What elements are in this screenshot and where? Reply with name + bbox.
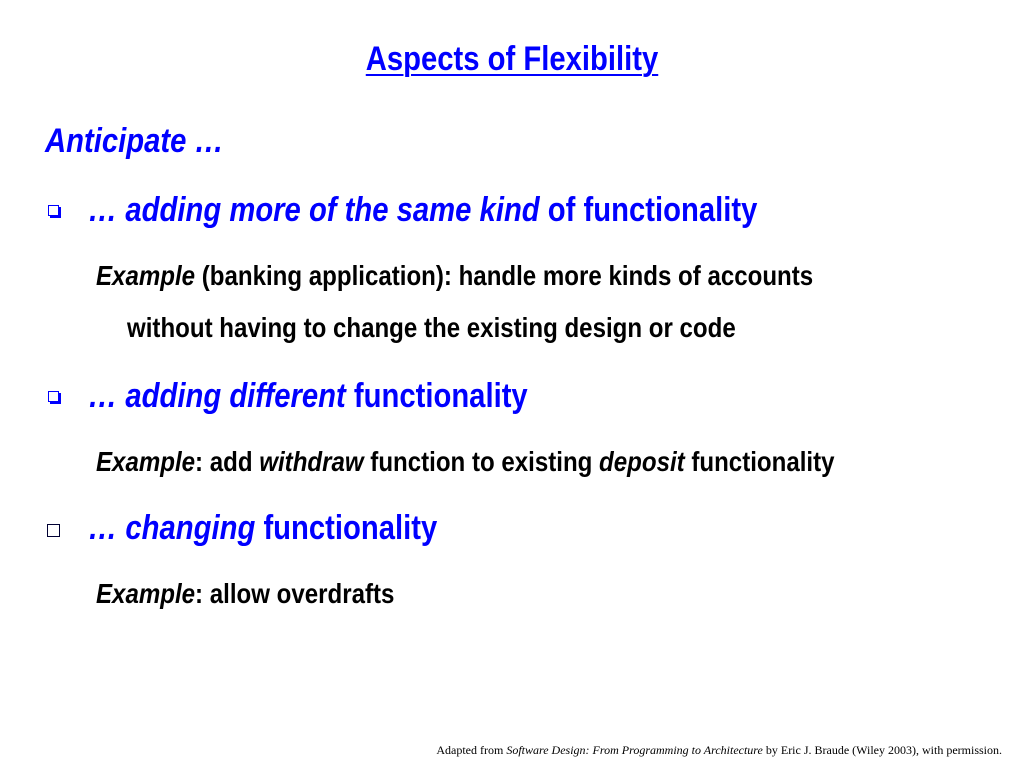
example-emphasis-withdraw: withdraw <box>259 446 364 477</box>
bullet-3-lead: changing <box>125 509 256 547</box>
bullet-1-lead: … adding more of the same kind <box>88 191 540 229</box>
example-text-part: function to existing <box>363 446 600 477</box>
bullet-2-rest: functionality <box>345 377 528 415</box>
bullet-3-ellipsis: … <box>88 509 118 547</box>
example-text: (banking application): handle more kinds of accounts <box>195 260 814 291</box>
bullet-3-text <box>88 509 437 548</box>
footer-prefix: Adapted from <box>436 743 507 757</box>
example-label: Example <box>96 260 196 291</box>
example-text-part: : add <box>195 446 260 477</box>
bullet-3-example <box>96 578 394 610</box>
bullet-3-rest: functionality <box>255 509 438 547</box>
bullet-2-lead: … adding different <box>88 377 346 415</box>
bullet-square-outline-icon <box>47 524 60 537</box>
bullet-1-text <box>88 191 757 230</box>
intro-heading: Anticipate … <box>45 122 224 160</box>
slide-title: Aspects of Flexibility <box>365 40 659 78</box>
example-text: : allow overdrafts <box>195 578 395 609</box>
footer-book-title: Software Design: From Programming to Architecture <box>506 743 763 757</box>
bullet-2-example <box>96 446 835 478</box>
example-label: Example <box>96 446 196 477</box>
example-emphasis-deposit: deposit <box>599 446 685 477</box>
example-text-part: functionality <box>684 446 835 477</box>
footer-suffix: by Eric J. Braude (Wiley 2003), with permission. <box>762 743 1002 757</box>
bullet-square-icon <box>48 391 59 402</box>
bullet-square-icon <box>48 205 59 216</box>
bullet-1-example-continued: without having to change the existing design or code <box>127 312 736 343</box>
bullet-1-example <box>96 260 813 292</box>
bullet-1-rest: of functionality <box>539 191 758 229</box>
example-label: Example <box>96 578 196 609</box>
bullet-2-text <box>88 377 528 416</box>
footer-attribution <box>436 743 1002 758</box>
